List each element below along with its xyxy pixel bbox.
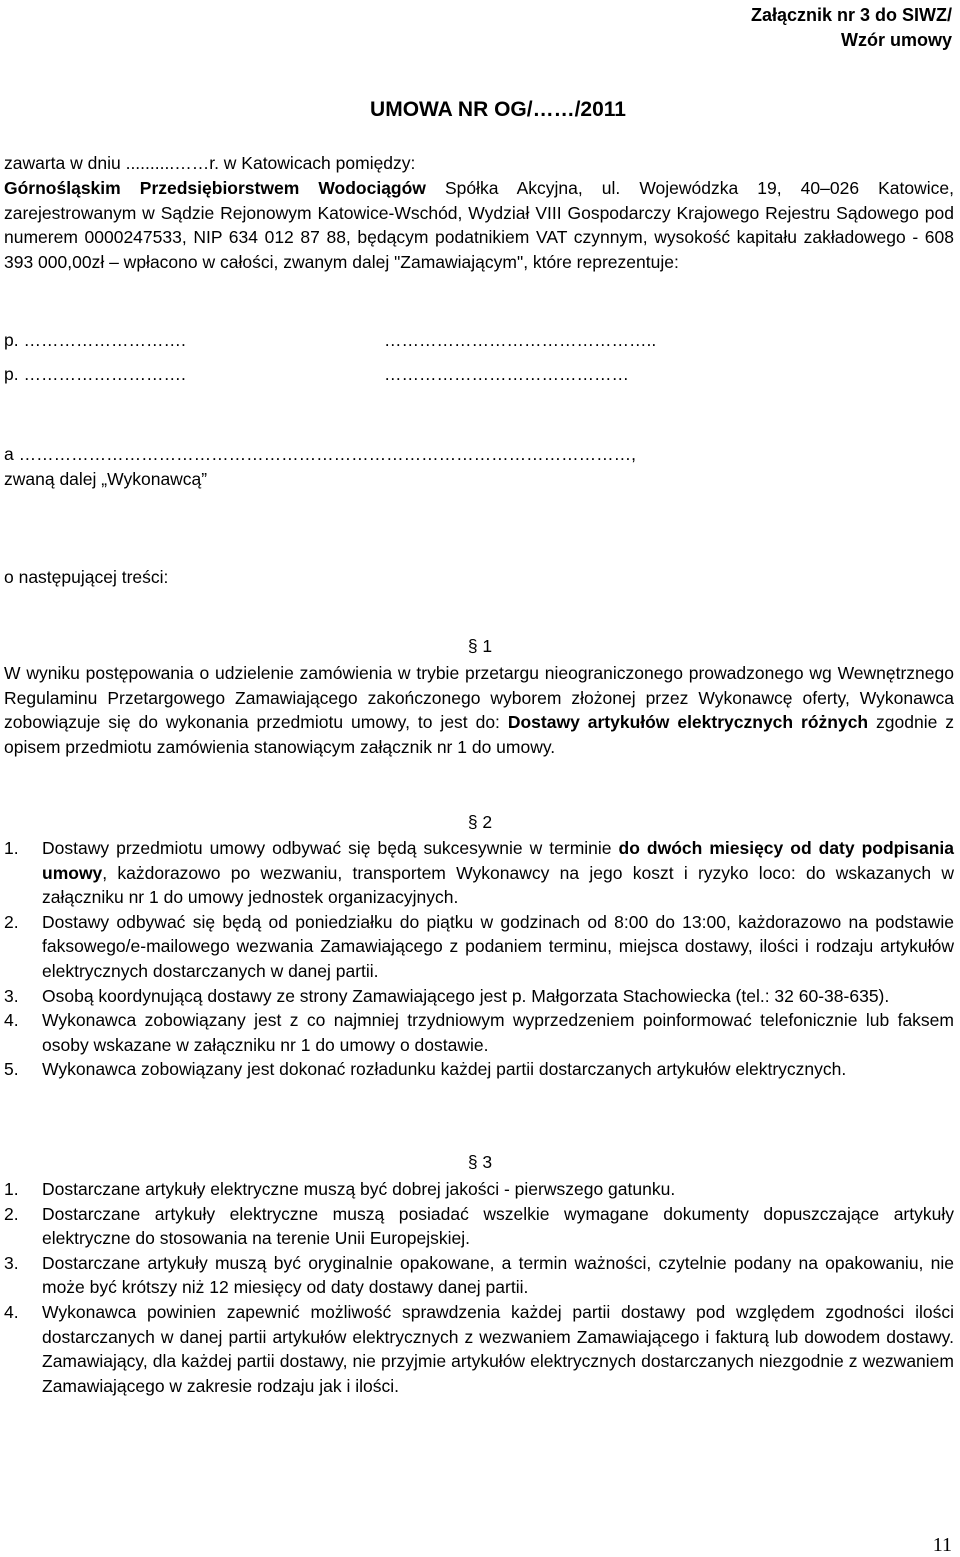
item-text-end: , każdorazowo po wezwaniu, transportem Wykonawcy na jego koszt i ryzyko loco: do wskazanych w załączniku nr 1 do umowy jednostek organizacyjnych. [42,862,954,908]
section-2-item [4,984,954,1009]
section-2-list [4,836,954,1082]
representative-role-1: ……………………………………….. [384,330,657,350]
item-number: 3. [4,985,19,1006]
section-3-heading: § 3 [467,1152,493,1172]
contract-subject: Dostawy artykułów elektrycznych różnych [507,712,869,733]
item-number: 3. [4,1252,19,1273]
ordering-party-name: Górnośląskim Przedsiębiorstwem Wodociągów [4,177,426,198]
item-number: 4. [4,1301,19,1322]
page-number: 11 [932,1534,952,1556]
section-2-item [4,1008,954,1057]
item-text: Dostarczane artykuły elektryczne muszą być dobrej jakości - pierwszego gatunku. [42,1179,676,1199]
item-number: 2. [4,911,19,932]
section-2-item [4,836,954,910]
section-2-item [4,910,954,984]
contractor-called: zwaną dalej „Wykonawcą” [4,469,208,489]
representative-role-2: …………………………………… [384,364,629,384]
representative-name-2: p. ………………………. [4,364,186,384]
section-3-item [4,1177,954,1202]
section-3-list [4,1177,954,1398]
section-1-text-start: W wyniku postępowania o udzielenie zamówienia w trybie przetargu nieograniczonego prowadzonego wg Wewnętrznego Regulaminu Przetargowego Zamawiającego zakończonego wyborem złożonej przez Wykonawcę oferty, Wykonawca zobowiązuje się do wykonania przedmiotu umowy, to jest do: [4,663,954,733]
attachment-label: Załącznik nr 3 do SIWZ/ [750,5,952,25]
item-text-bold: do dwóch miesięcy od daty podpisania umowy [42,838,954,883]
contractor-line: a ……………………………………………………………………………………………, [4,444,636,464]
section-1-paragraph [4,661,954,759]
section-2-item [4,1057,954,1082]
item-text: Dostarczane artykuły muszą być oryginalnie opakowane, a termin ważności, czytelnie podany na opakowaniu, nie może być krótszy niż 12 miesięcy od daty dostawy danej partii. [42,1252,954,1298]
ordering-party-description [4,176,954,275]
template-label: Wzór umowy [841,30,952,50]
representative-line-1 [4,330,657,351]
item-text: Wykonawca zobowiązany jest dokonać rozładunku każdej partii dostarczanych artykułów elektrycznych. [42,1059,847,1080]
item-text: Dostarczane artykuły elektryczne muszą posiadać wszelkie wymagane dokumenty dopuszczające artykuły elektryczne do stosowania na terenie Unii Europejskiej. [42,1203,954,1249]
section-2-heading: § 2 [467,812,493,832]
section-1-body [4,661,954,759]
ordering-party-details: Spółka Akcyjna, ul. Wojewódzka 19, 40–026 Katowice, zarejestrowanym w Sądzie Rejonowym Katowice-Wschód, Wydział VIII Gospodarczy Krajowego Rejestru Sądowego pod numerem 0000247533, NIP 634 012 87 88, będącym podatnikiem VAT czynnym, wysokość kapitału zakładowego - 608 393 000,00zł – wpłacono w całości, zwanym dalej "Zamawiającym", które reprezentuje: [4,177,954,273]
content-intro: o następującej treści: [4,567,169,587]
contract-date-place: zawarta w dniu ..........……r. w Katowicach pomiędzy: [4,153,416,173]
section-1-text-end: zgodnie z opisem przedmiotu zamówienia stanowiącym załącznik nr 1 do umowy. [4,712,955,757]
item-text: Wykonawca zobowiązany jest z co najmniej trzydniowym wyprzedzeniem poinformować telefonicznie lub faksem osoby wskazane w załączniku nr 1 do umowy o dostawie. [42,1010,954,1055]
attachment-header [751,3,952,53]
item-number: 5. [4,1059,19,1080]
section-1-heading: § 1 [467,636,493,656]
item-number: 1. [4,838,19,858]
item-number: 4. [4,1010,19,1031]
section-3-item [4,1300,954,1398]
section-3-item [4,1202,954,1251]
item-text: Wykonawca powinien zapewnić możliwość sprawdzenia każdej partii dostawy pod względem zgodności ilości dostarczanych w danej partii artykułów elektrycznych z wezwaniem Zamawiającego i fakturą lub dowodem dostawy. Zamawiający, dla każdej partii dostawy, nie przyjmie artykułów elektrycznych dostarczanych niezgodnie z wezwaniem Zamawiającego w zakresie rodzaju jak i ilości. [42,1301,954,1396]
item-text: Dostawy przedmiotu umowy odbywać się będą sukcesywnie w terminie [42,838,619,858]
contract-title: UMOWA NR OG/……/2011 [370,98,626,121]
item-text: Dostawy odbywać się będą od poniedziałku do piątku w godzinach od 8:00 do 13:00, każdorazowo na podstawie faksowego/e-mailowego wezwania Zamawiającego z podaniem terminu, miejsca dostawy, ilości i rodzaju artykułów elektrycznych dostarczanych w danej partii. [42,911,954,981]
item-number: 1. [4,1179,19,1199]
item-text: Osobą koordynującą dostawy ze strony Zamawiającego jest p. Małgorzata Stachowiecka (tel.: 32 60-38-635). [42,985,890,1006]
contract-parties-intro [4,151,954,275]
representative-line-2 [4,364,629,385]
item-number: 2. [4,1203,19,1224]
section-3-item [4,1251,954,1300]
representative-name-1: p. ………………………. [4,330,186,350]
